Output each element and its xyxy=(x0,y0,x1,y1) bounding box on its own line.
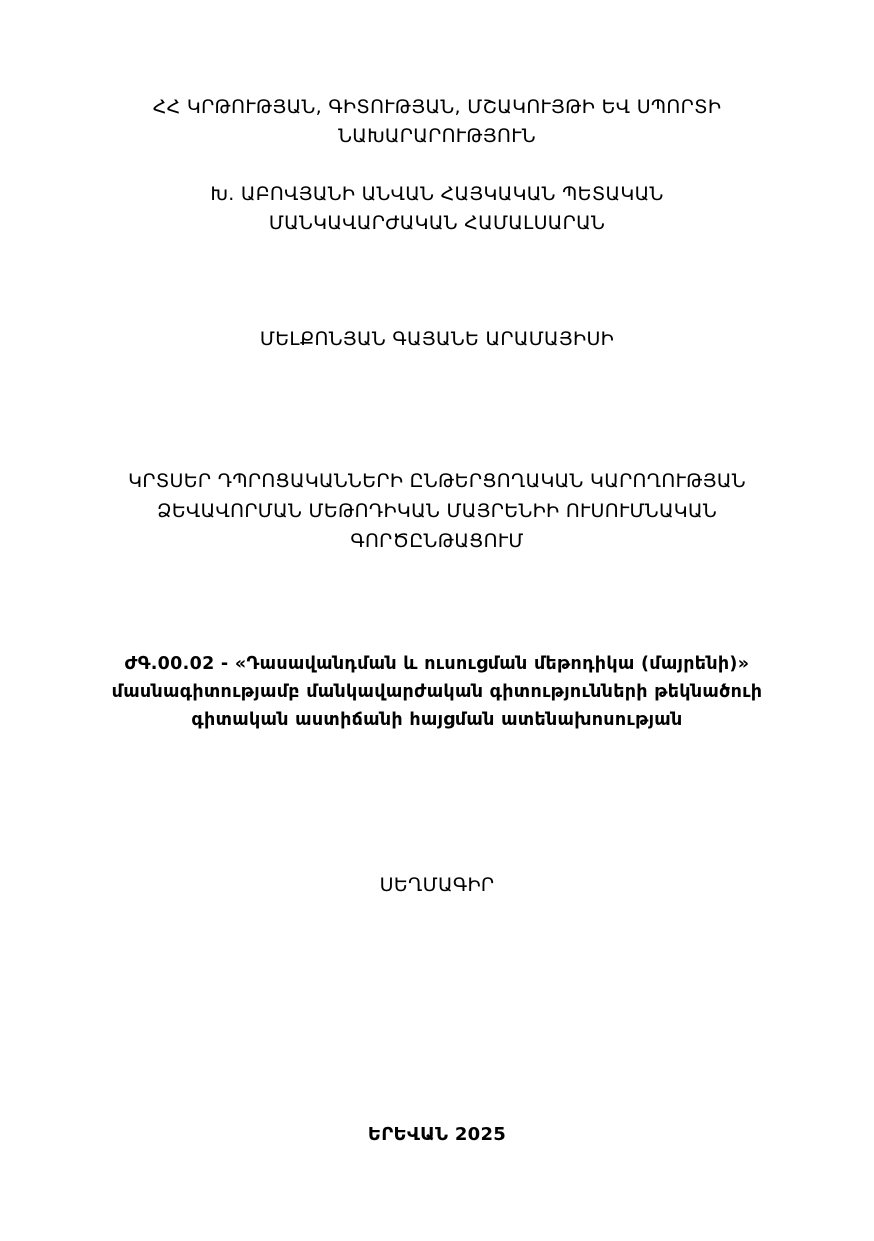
city-year xyxy=(0,1120,874,1149)
title-line-2: ՁԵՎԱՎՈՐՄԱՆ ՄԵԹՈԴԻԿԱՆ ՄԱՅՐԵՆԻԻ ՈՒՍՈՒՄՆԱԿԱՆ xyxy=(156,500,718,522)
degree-line-1: ԺԳ.00.02 - «Դասավանդման և ուսուցման մեթոդիկա (մայրենի)» xyxy=(124,654,750,674)
university-line-1: Խ. ԱԲՈՎՅԱՆԻ ԱՆՎԱՆ ՀԱՅԿԱԿԱՆ ՊԵՏԱԿԱՆ xyxy=(210,183,664,205)
ministry-line-1: ՀՀ ԿՐԹՈՒԹՅԱՆ, ԳԻՏՈՒԹՅԱՆ, ՄՇԱԿՈՒՅԹԻ ԵՎ ՍՊՈՐՏԻ xyxy=(152,96,722,118)
ministry-heading xyxy=(0,93,874,151)
degree-line-2: մասնագիտությամբ մանկավարժական գիտությունների թեկնածուի xyxy=(111,682,763,702)
university-heading xyxy=(0,180,874,238)
title-line-3: ԳՈՐԾԸՆԹԱՑՈՒՄ xyxy=(350,530,524,552)
city-year-label: ԵՐԵՎԱՆ 2025 xyxy=(367,1124,507,1145)
title-line-1: ԿՐՏՍԵՐ ԴՊՐՈՑԱԿԱՆՆԵՐԻ ԸՆԹԵՐՑՈՂԱԿԱՆ ԿԱՐՈՂՈՒԹՅԱՆ xyxy=(128,470,746,492)
ministry-line-2: ՆԱԽԱՐԱՐՈՒԹՅՈՒՆ xyxy=(338,125,536,147)
dissertation-title xyxy=(0,466,874,556)
university-line-2: ՄԱՆԿԱՎԱՐԺԱԿԱՆ ՀԱՄԱԼՍԱՐԱՆ xyxy=(268,212,606,234)
author-line: ՄԵԼՔՈՆՅԱՆ ԳԱՅԱՆԵ ԱՐԱՄԱՅԻՍԻ xyxy=(259,328,615,350)
degree-line-3: գիտական աստիճանի հայցման ատենախոսության xyxy=(191,710,683,730)
degree-description xyxy=(0,650,874,734)
document-type xyxy=(0,871,874,900)
author-name xyxy=(0,325,874,354)
document-type-label: ՍԵՂՄԱԳԻՐ xyxy=(379,874,495,896)
